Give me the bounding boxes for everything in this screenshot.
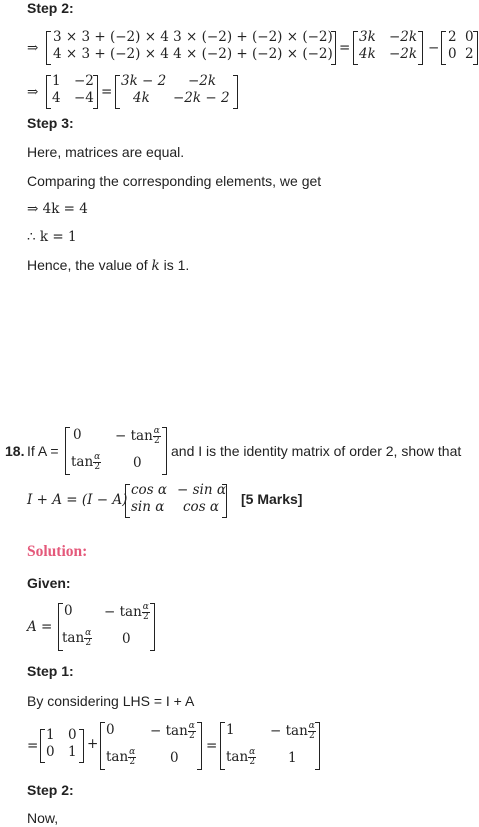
cell: 0 <box>46 744 55 760</box>
tan-text: − tan <box>104 604 142 620</box>
tan-text: − tan <box>115 428 153 444</box>
cell: 2 <box>448 29 457 45</box>
cell: −2k <box>389 46 418 62</box>
implies-arrow: ⇒ <box>27 40 39 56</box>
cell: 3k − 2 <box>121 73 167 89</box>
tan-text: tan <box>71 454 94 470</box>
frac-den: 2 <box>129 757 136 767</box>
cell: 0 <box>68 727 77 743</box>
frac-num: α <box>85 628 92 638</box>
cell: 0 <box>465 29 474 45</box>
frac-num: α <box>308 721 315 731</box>
equation-line: ⇒ 4k = 4 <box>27 201 88 217</box>
text-line: Comparing the corresponding elements, we get <box>27 173 322 189</box>
cell: 1 <box>46 727 55 743</box>
cell-neg-tan <box>104 603 150 622</box>
cell: −2k <box>188 73 217 89</box>
frac-num: α <box>129 747 136 757</box>
cell: 4k <box>359 46 376 62</box>
lhs-text: By considering LHS = I + A <box>27 693 195 709</box>
cell-tan <box>62 629 92 648</box>
tan-text: tan <box>62 630 85 646</box>
equals-sign: = <box>339 40 351 56</box>
cell: 0 <box>122 631 131 647</box>
equals-sign: = <box>27 738 39 754</box>
cell: −2k <box>389 29 418 45</box>
cell: cos α <box>131 482 168 498</box>
alpha-half-fraction <box>142 603 150 622</box>
alpha-half-fraction <box>248 748 256 767</box>
step2-heading: Step 2: <box>27 782 74 798</box>
identity-text: and I is the identity matrix of order 2, show that <box>171 443 462 459</box>
frac-den: 2 <box>94 462 101 472</box>
conclusion-post: is 1. <box>159 257 190 273</box>
now-text: Now, <box>27 810 59 826</box>
frac-den: 2 <box>142 612 149 622</box>
scalar-matrix <box>441 31 478 65</box>
conclusion-line <box>27 257 189 274</box>
equals-sign: = <box>101 84 113 100</box>
k-matrix <box>353 31 423 65</box>
cell: − sin α <box>177 482 226 498</box>
equation-lhs: I + A = (I − A) <box>27 492 128 508</box>
cell-neg-tan <box>270 722 316 741</box>
text-line: Here, matrices are equal. <box>27 144 185 160</box>
cell: 4k <box>133 90 150 106</box>
cell: cos α <box>183 499 220 515</box>
variable-k: k <box>151 258 160 274</box>
product-matrix <box>46 31 336 65</box>
step2-heading: Step 2: <box>27 0 74 16</box>
numeric-matrix <box>46 75 98 109</box>
frac-num: α <box>249 747 256 757</box>
identity-matrix <box>40 729 84 763</box>
alpha-half-fraction <box>188 722 196 741</box>
equation-line: ∴ k = 1 <box>27 229 77 245</box>
cell: −4 <box>74 90 94 106</box>
alpha-half-fraction <box>93 453 101 472</box>
frac-den: 2 <box>85 638 92 648</box>
implies-arrow: ⇒ <box>27 84 39 100</box>
question-if: If A = <box>27 443 59 459</box>
product-row-1: 3 × 3 + (−2) × 4 3 × (−2) + (−2) × (−2) <box>53 29 333 45</box>
minus-sign: − <box>428 40 440 56</box>
cell: 1 <box>226 722 235 738</box>
cell: 0 <box>64 603 73 619</box>
cell: 0 <box>73 427 82 443</box>
cell: 0 <box>106 722 115 738</box>
tan-text: − tan <box>150 723 188 739</box>
cell: 3k <box>359 29 376 45</box>
cell: 1 <box>68 744 77 760</box>
cell: 0 <box>170 750 179 766</box>
question-number: 18. <box>5 443 25 459</box>
frac-num: α <box>153 426 160 436</box>
matrix-A-sum <box>100 722 202 770</box>
cell: 4 <box>52 90 61 106</box>
rotation-matrix <box>125 484 227 518</box>
plus-sign: + <box>87 736 99 752</box>
frac-num: α <box>94 452 101 462</box>
result-matrix <box>220 722 320 770</box>
cell: 0 <box>133 455 142 471</box>
matrix-A-given <box>58 603 155 651</box>
frac-den: 2 <box>308 731 315 741</box>
cell-tan <box>71 453 101 472</box>
frac-den: 2 <box>249 757 256 767</box>
solution-title: Solution: <box>27 543 88 560</box>
cell-neg-tan <box>115 427 161 446</box>
step1-heading: Step 1: <box>27 663 74 679</box>
alpha-half-fraction <box>84 629 92 648</box>
cell-tan <box>106 748 136 767</box>
cell: −2 <box>74 73 94 89</box>
cell: sin α <box>131 499 165 515</box>
tan-text: − tan <box>270 723 308 739</box>
frac-num: α <box>142 602 149 612</box>
step3-heading: Step 3: <box>27 115 74 131</box>
cell-tan <box>226 748 256 767</box>
cell: 1 <box>288 750 297 766</box>
equals-sign: = <box>206 738 218 754</box>
product-row-2: 4 × 3 + (−2) × 4 4 × (−2) + (−2) × (−2) <box>53 46 333 62</box>
cell: 0 <box>448 46 457 62</box>
matrix-A <box>65 427 167 475</box>
frac-den: 2 <box>153 436 160 446</box>
frac-num: α <box>188 721 195 731</box>
alpha-half-fraction <box>153 427 161 446</box>
frac-den: 2 <box>188 731 195 741</box>
a-equals: A = <box>27 619 53 635</box>
marks-label: [5 Marks] <box>241 491 303 507</box>
given-heading: Given: <box>27 575 71 591</box>
cell: 2 <box>465 46 474 62</box>
cell: 1 <box>52 73 61 89</box>
cell-neg-tan <box>150 722 196 741</box>
conclusion-pre: Hence, the value of <box>27 257 152 273</box>
tan-text: tan <box>226 749 249 765</box>
cell: −2k − 2 <box>173 90 230 106</box>
k-expression-matrix <box>115 75 238 109</box>
alpha-half-fraction <box>128 748 136 767</box>
alpha-half-fraction <box>308 722 316 741</box>
tan-text: tan <box>106 749 129 765</box>
